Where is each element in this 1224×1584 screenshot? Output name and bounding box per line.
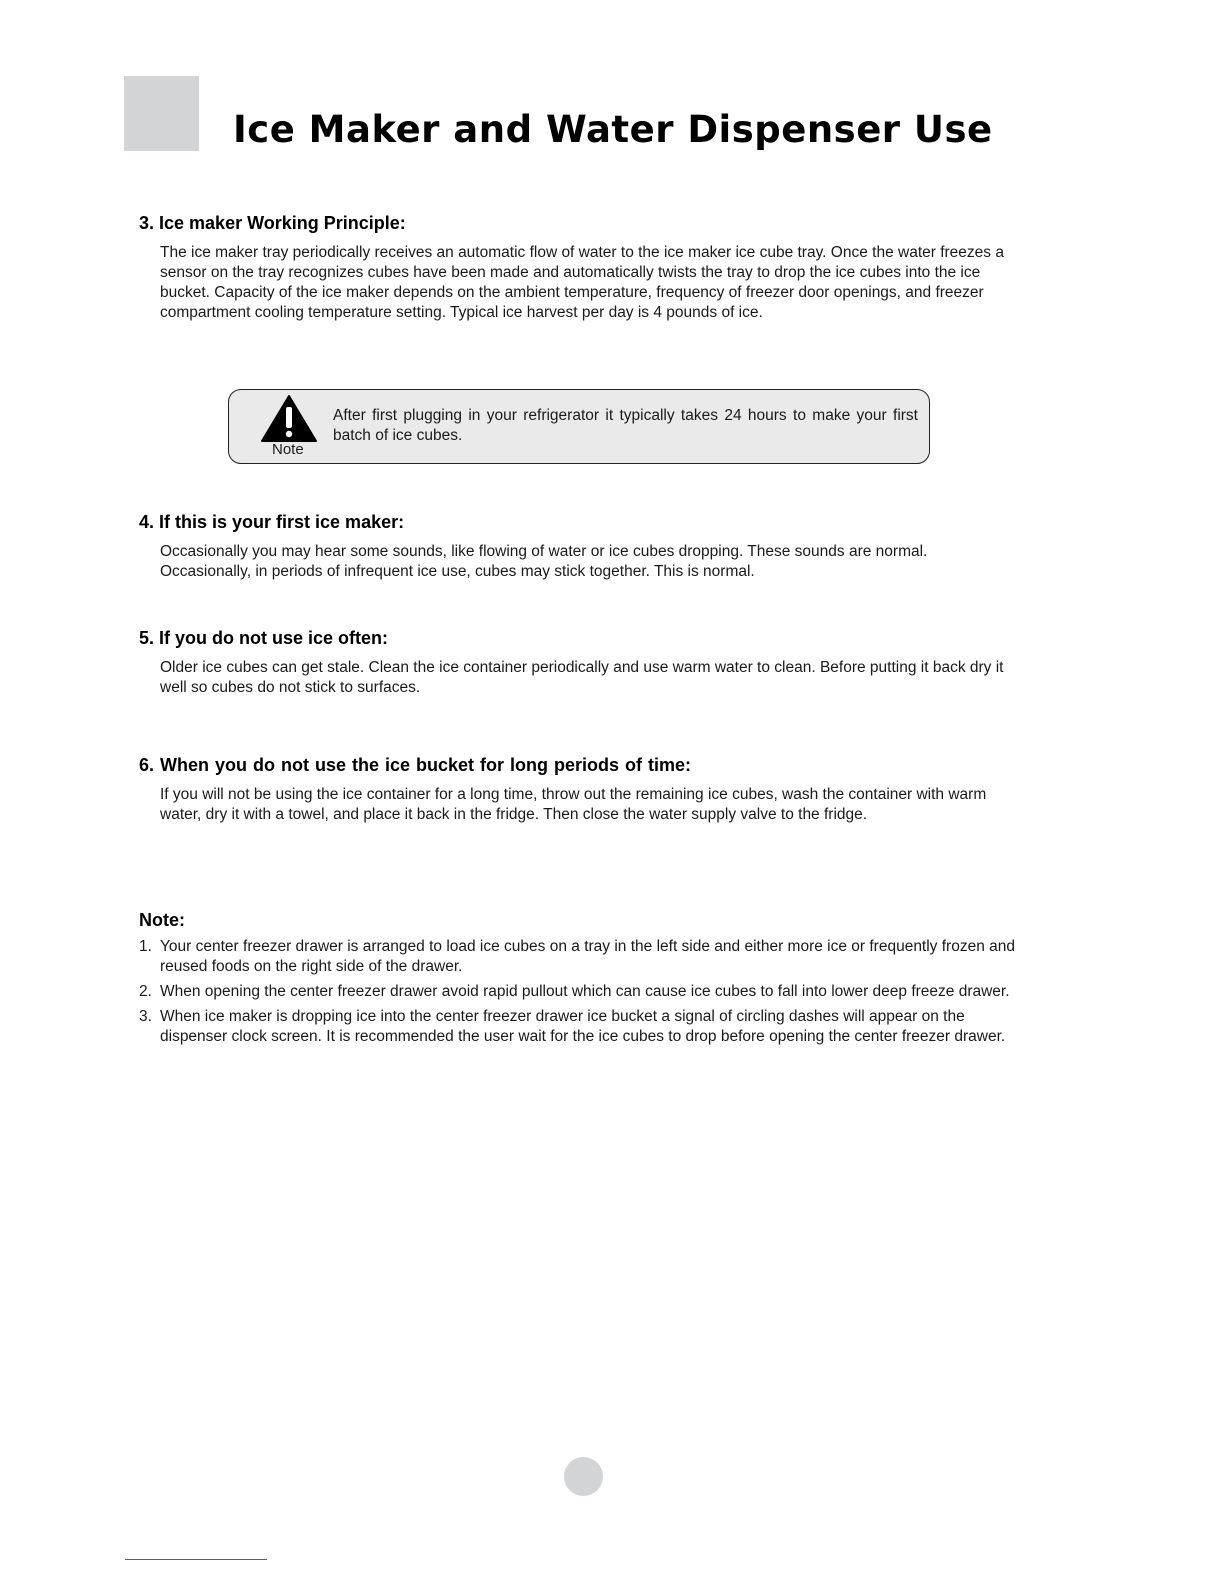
header-corner-block: [124, 76, 199, 151]
section-first-ice-maker: [139, 511, 1019, 582]
section-heading: 6. When you do not use the ice bucket for long periods of time:: [139, 755, 692, 775]
section-heading: 4. If this is your first ice maker:: [139, 512, 405, 532]
list-item-number: 2.: [139, 983, 152, 1000]
notes-list: [139, 937, 1019, 1047]
list-item-number: 3.: [139, 1008, 152, 1025]
list-item-text: When ice maker is dropping ice into the center freezer drawer ice bucket a signal of circling dashes will appear on the dispenser clock screen. It is recommended the user wait for the ice cubes to drop before opening the center freezer drawer.: [160, 1008, 1006, 1045]
list-item: [139, 982, 1019, 1002]
section-ice-not-often: [139, 627, 1019, 698]
warning-triangle-icon: [261, 394, 317, 442]
notes-heading: Note:: [139, 910, 185, 930]
section-body: The ice maker tray periodically receives an automatic flow of water to the ice maker ice cube tray. Once the water freezes a sensor on the tray recognizes cubes have been made and automatically twists the tray to drop the ice cubes into the ice bucket. Capacity of the ice maker depends on the ambient temperature, frequency of freezer door openings, and freezer compartment cooling temperature setting. Typical ice harvest per day is 4 pounds of ice.: [160, 244, 1004, 321]
section-heading: 5. If you do not use ice often:: [139, 628, 389, 648]
section-body: Occasionally you may hear some sounds, like flowing of water or ice cubes dropping. These sounds are normal. Occasionally, in periods of infrequent ice use, cubes may stick together. This is normal.: [160, 543, 928, 580]
list-item-number: 1.: [139, 938, 152, 955]
section-heading: 3. Ice maker Working Principle:: [139, 213, 406, 233]
section-working-principle: [139, 212, 1019, 323]
section-body: If you will not be using the ice container for a long time, throw out the remaining ice cubes, wash the container with warm water, dry it with a towel, and place it back in the fridge. Then close the water supply valve to the fridge.: [160, 786, 987, 823]
note-icon-label: Note: [272, 441, 304, 458]
list-item: [139, 937, 1019, 977]
list-item: [139, 1007, 1019, 1047]
section-body: Older ice cubes can get stale. Clean the ice container periodically and use warm water to clean. Before putting it back dry it well so cubes do not stick to surfaces.: [160, 659, 1004, 696]
section-long-periods: [139, 754, 1019, 825]
note-callout: [228, 389, 930, 464]
note-text: After first plugging in your refrigerator it typically takes 24 hours to make your first batch of ice cubes.: [333, 407, 918, 444]
page-title: Ice Maker and Water Dispenser Use: [233, 108, 993, 151]
page-number-circle: [564, 1457, 603, 1496]
list-item-text: Your center freezer drawer is arranged to load ice cubes on a tray in the left side and either more ice or frequently frozen and reused foods on the right side of the drawer.: [160, 938, 1015, 975]
list-item-text: When opening the center freezer drawer avoid rapid pullout which can cause ice cubes to fall into lower deep freeze drawer.: [160, 983, 1010, 1000]
notes-section: [139, 909, 1019, 1052]
footer-rule: [125, 1559, 267, 1560]
